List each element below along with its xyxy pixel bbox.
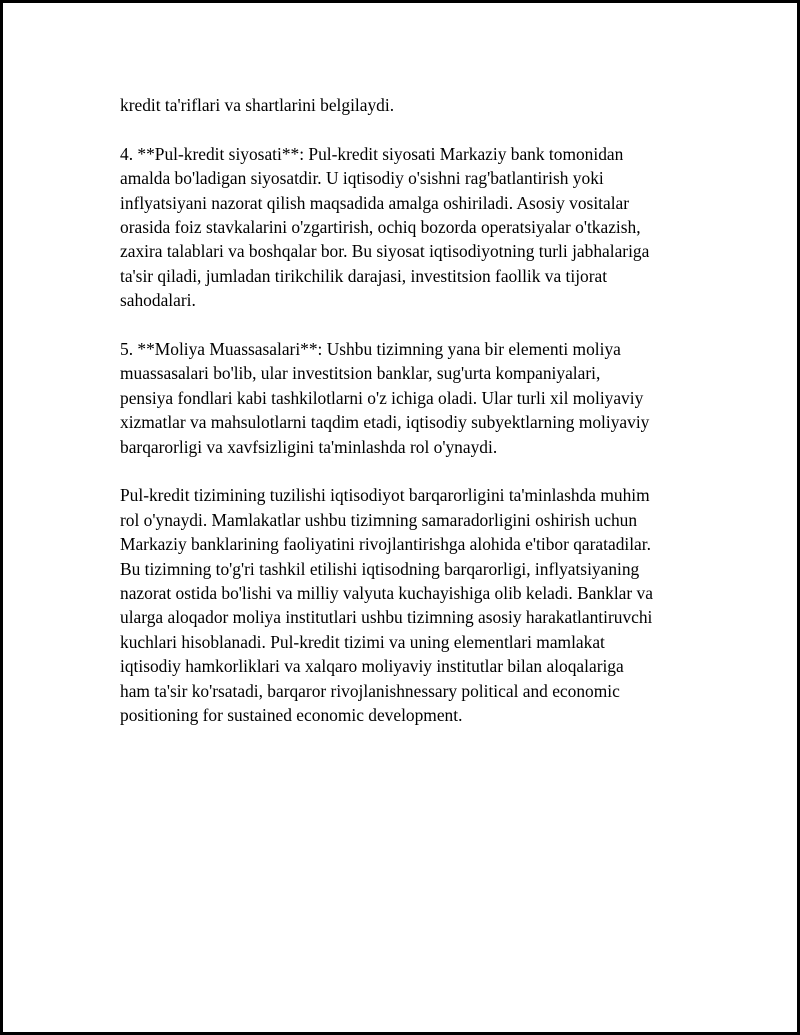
- text-line: Pul-kredit tizimining tuzilishi iqtisodiyot barqarorligini ta'minlashda muhim: [120, 485, 650, 506]
- text-line: rol o'ynaydi. Mamlakatlar ushbu tizimning samaradorligini oshirish uchun: [120, 509, 638, 530]
- paragraph-financial-institutions: [120, 337, 698, 459]
- paragraph-conclusion: [120, 483, 698, 727]
- text-line: orasida foiz stavkalarini o'zgartirish, ochiq bozorda operatsiyalar o'tkazish,: [120, 217, 641, 238]
- text-line: pensiya fondlari kabi tashkilotlarni o'z ichiga oladi. Ular turli xil moliyaviy: [120, 387, 644, 408]
- text-line: ham ta'sir ko'rsatadi, barqaror rivojlanishnessary political and economic: [120, 680, 620, 701]
- text-line: iqtisodiy hamkorliklari va xalqaro moliyaviy institutlar bilan aloqalariga: [120, 656, 624, 677]
- text-line: ularga aloqador moliya institutlari ushbu tizimning asosiy harakatlantiruvchi: [120, 607, 653, 628]
- text-line: kredit ta'riflari va shartlarini belgilaydi.: [120, 95, 395, 115]
- paragraph-intro-continuation: [120, 93, 698, 117]
- text-line: barqarorligi va xavfsizligini ta'minlashda rol o'ynaydi.: [120, 436, 498, 457]
- text-line: 4. **Pul-kredit siyosati**: Pul-kredit siyosati Markaziy bank tomonidan: [120, 143, 624, 164]
- text-line: ta'sir qiladi, jumladan tirikchilik darajasi, investitsion faollik va tijorat: [120, 265, 608, 286]
- text-line: zaxira talablari va boshqalar bor. Bu siyosat iqtisodiyotning turli jabhalariga: [120, 241, 650, 262]
- text-line: inflyatsiyani nazorat qilish maqsadida amalga oshiriladi. Asosiy vositalar: [120, 192, 630, 213]
- text-line: xizmatlar va mahsulotlarni taqdim etadi, iqtisodiy subyektlarning moliyaviy: [120, 412, 650, 433]
- text-line: positioning for sustained economic development.: [120, 705, 463, 726]
- document-body: [120, 93, 698, 752]
- text-line: sahodalari.: [120, 290, 196, 311]
- text-line: amalda bo'ladigan siyosatdir. U iqtisodiy o'sishni rag'batlantirish yoki: [120, 168, 604, 189]
- text-line: 5. **Moliya Muassasalari**: Ushbu tizimning yana bir elementi moliya: [120, 339, 621, 360]
- text-line: nazorat ostida bo'lishi va milliy valyuta kuchayishiga olib keladi. Banklar va: [120, 583, 653, 604]
- text-line: kuchlari hisoblanadi. Pul-kredit tizimi va uning elementlari mamlakat: [120, 631, 605, 652]
- text-line: Markaziy banklarining faoliyatini rivojlantirishga alohida e'tibor qaratadilar.: [120, 534, 651, 555]
- text-line: muassasalari bo'lib, ular investitsion banklar, sug'urta kompaniyalari,: [120, 363, 601, 384]
- paragraph-monetary-policy: [120, 142, 698, 313]
- text-line: Bu tizimning to'g'ri tashkil etilishi iqtisodning barqarorligi, inflyatsiyaning: [120, 558, 640, 579]
